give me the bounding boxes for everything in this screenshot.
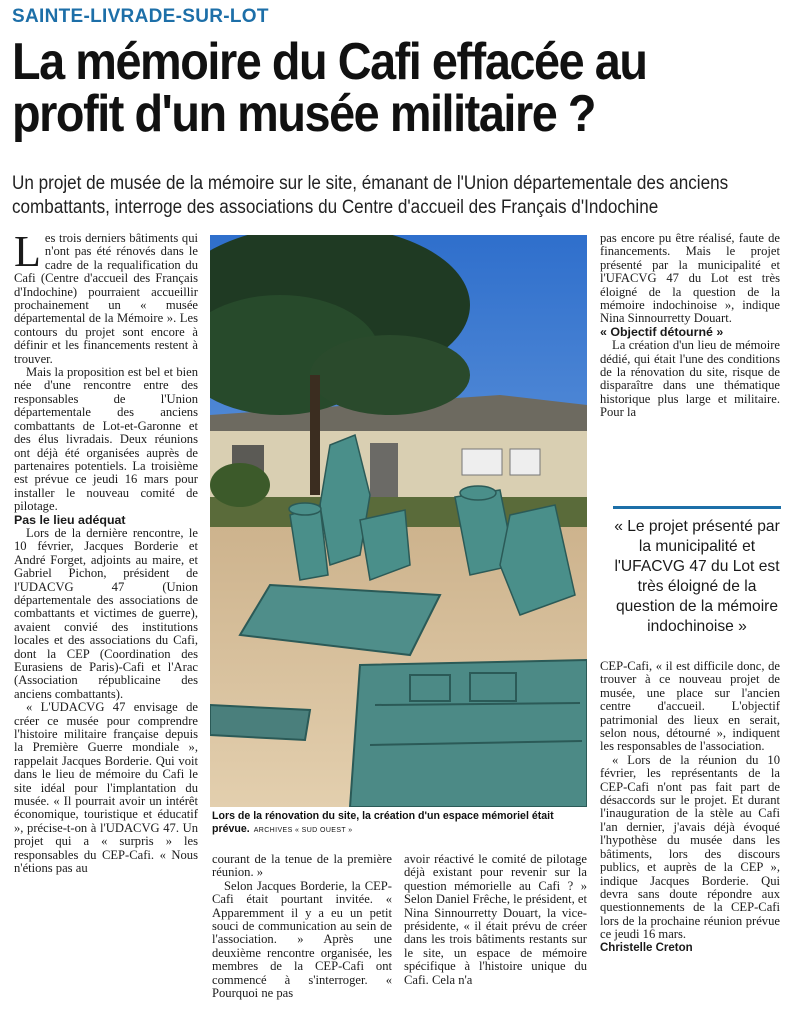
headline-line-1: La mémoire du Cafi effacée au: [12, 33, 647, 91]
paragraph: La création d'un lieu de mémoire dédié, qui était l'une des conditions de la rénovation du site, risque de disparaître dans une thématique historique plus large et militaire. Pour la: [600, 338, 780, 420]
article-column-3: [404, 853, 587, 987]
paragraph: Lors de la dernière rencontre, le 10 février, Jacques Borderie et André Forget, adjoints au maire, et Gabriel Pichon, président de l'UDACVG 47 (Union départementale des associations de combattants et victimes de guerre), avaient convié des institutions locales et des associations du Cafi, dont la CEP (Coordination des Eurasiens de Paris)-Cafi et l'Arac (Association républicaine des anciens combattants).: [14, 525, 198, 701]
section-kicker: SAINTE-LIVRADE-SUR-LOT: [12, 6, 269, 27]
paragraph: « Lors de la réunion du 10 février, les représentants de la CEP-Cafi n'ont pas fait part de désaccords sur le projet. Et durant l'inauguration de la stèle au Cafi l'an dernier, j'avais déjà évoqué l'hypothèse du musée dans les bâtiments, lors des discours publics, et auprès de la CEP », indique Jacques Borderie. Qui devra sans doute répondre aux questionnements de la CEP-Cafi lors de la prochaine réunion prévue ce jeudi 16 mars.: [600, 752, 780, 942]
pull-quote-text: « Le projet présenté par la municipalité et l'UFACVG 47 du Lot est très éloigné de la question de la mémoire indochinoise »: [614, 518, 780, 635]
subheading: Pas le lieu adéquat: [14, 512, 126, 527]
lead-paragraph: Les trois derniers bâtiments qui n'ont pas été rénovés dans le cadre de la requalification du Cafi (Centre d'accueil des Français d'Indochine) pourraient accueillir prochainement un « musée départemental de la Mémoire ». Les contours du projet sont encore à définir et les financements restent à trouver.: [14, 227, 198, 366]
article-column-2: [212, 853, 392, 1000]
memorial-photo-illustration: [210, 235, 587, 807]
dropcap: L: [14, 227, 41, 276]
article-column-4-top: [600, 232, 780, 420]
pull-quote: [608, 506, 786, 637]
photo-caption: [212, 810, 588, 837]
article-column-4-bottom: [600, 660, 780, 955]
subheading: « Objectif détourné »: [600, 324, 724, 339]
headline: [12, 33, 710, 143]
article-photo: [210, 235, 587, 807]
standfirst-line-2: combattants, interroge des associations du Centre d'accueil des Français d'Indochine: [12, 197, 659, 218]
headline-line-2: profit d'un musée militaire ?: [12, 85, 596, 143]
paragraph: « L'UDACVG 47 envisage de créer ce musée pour comprendre l'histoire militaire française depuis la Première Guerre mondiale », rappelait Jacques Borderie. Qui voit dans le lieu de mémoire du Cafi le site idéal pour l'implantation du musée. « Il pourrait avoir un intérêt économique, touristique et éducatif », précise-t-on à l'UDACVG 47. Un projet qui a « surpris » les responsables du CEP-Cafi. « Nous n'étions pas au: [14, 700, 198, 876]
paragraph: courant de la tenue de la première réunion. »: [212, 852, 392, 880]
article-column-1: [14, 227, 198, 876]
author-signature: Christelle Creton: [600, 941, 693, 954]
pull-quote-rule: [613, 506, 781, 509]
paragraph: CEP-Cafi, « il est difficile donc, de trouver à ce nouveau projet de musée, une place sur l'ancien centre d'accueil. L'objectif patrimonial des lieux en serait, selon nous, détourné », indiquent les responsables de l'association.: [600, 659, 780, 754]
paragraph: avoir réactivé le comité de pilotage déjà existant pour revenir sur la question mémorielle au Cafi ? » Selon Daniel Frêche, le président, et Nina Sinnourretty Douart, la vice-présidente, « il était prévu de créer dans les trois bâtiments restants sur le site, un espace de mémoire spécifique à l'histoire unique du Cafi. Cela n'a: [404, 852, 587, 987]
caption-text: Lors de la rénovation du site, la création d'un espace mémoriel était prévue.: [212, 810, 554, 835]
paragraph: pas encore pu être réalisé, faute de financements. Mais le projet présenté par la municipalité et l'UFACVG 47 du Lot est très éloigné de la question de la mémoire indochinoise », indique Nina Sinnourretty Douart.: [600, 231, 780, 326]
photo-credit: ARCHIVES « SUD OUEST »: [253, 827, 353, 834]
standfirst-line-1: Un projet de musée de la mémoire sur le site, émanant de l'Union départementale des anciens: [12, 173, 729, 194]
paragraph: Mais la proposition est bel et bien née d'une rencontre entre des responsables de l'Union départementale des anciens combattants de Lot-et-Garonne et des élus livradais. Deux réunions ont déjà été organisées auprès de partenaires potentiels. La troisième est prévue ce jeudi 16 mars pour installer le nouveau comité de pilotage.: [14, 365, 198, 514]
standfirst: [12, 172, 768, 220]
paragraph: Selon Jacques Borderie, la CEP-Cafi était pourtant invitée. « Apparemment il y a eu un petit souci de communication au sein de l'association. » Après une deuxième rencontre organisée, les membres de la CEP-Cafi ont commencé à s'interroger. « Pourquoi ne pas: [212, 878, 392, 1001]
